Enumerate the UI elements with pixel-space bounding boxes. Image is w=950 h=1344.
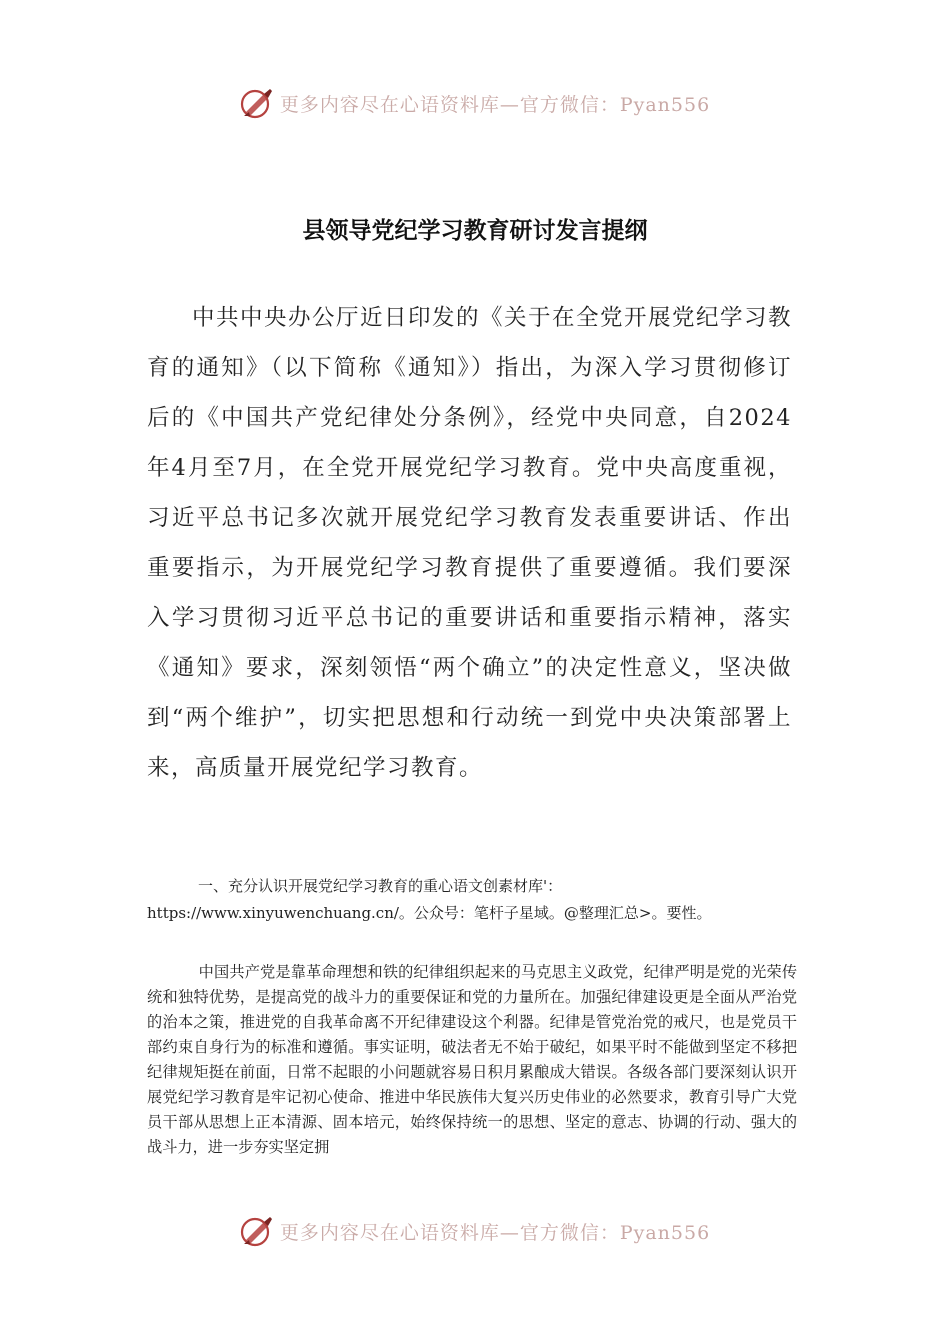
- body-paragraph: 中国共产党是靠革命理想和铁的纪律组织起来的马克思主义政党，纪律严明是党的光荣传统和独特优势，是提高党的战斗力的重要保证和党的力量所在。加强纪律建设更是全面从严治党的治本之策，推进党的自我革命离不开纪律建设这个利器。纪律是管党治党的戒尺，也是党员干部约束自身行为的标准和遵循。事实证明，破法者无不始于破纪，如果平时不能做到坚定不移把纪律规矩挺在前面，日常不起眼的小问题就容易日积月累酿成大错误。各级各部门要深刻认识开展党纪学习教育是牢记初心使命、推进中华民族伟大复兴历史伟业的必然要求，教育引导广大党员干部从思想上正本清源、固本培元，始终保持统一的思想、坚定的意志、协调的行动、强大的战斗力，进一步夯实坚定拥: [147, 963, 797, 1156]
- header-banner-text: 更多内容尽在心语资料库—官方微信：Pyan556: [279, 93, 711, 116]
- section-heading: 一、充分认识开展党纪学习教育的重心语文创素材库'：https://www.xinyuwenchuang.cn/。公众号：笔杆子星域。@整理汇总>。要性。: [147, 877, 712, 922]
- pen-logo-icon: [240, 86, 274, 120]
- document-title: 县领导党纪学习教育研讨发言提纲: [302, 217, 648, 244]
- footer-banner: [0, 1206, 950, 1256]
- header-banner: [0, 78, 950, 128]
- intro-paragraph: 中共中央办公厅近日印发的《关于在全党开展党纪学习教育的通知》（以下简称《通知》）指出，为深入学习贯彻修订后的《中国共产党纪律处分条例》，经党中央同意，自2024年4月至7月，在全党开展党纪学习教育。党中央高度重视，习近平总书记多次就开展党纪学习教育发表重要讲话、作出重要指示，为开展党纪学习教育提供了重要遵循。我们要深入学习贯彻习近平总书记的重要讲话和重要指示精神，落实《通知》要求，深刻领悟“两个确立”的决定性意义，坚决做到“两个维护”，切实把思想和行动统一到党中央决策部署上来，高质量开展党纪学习教育。: [147, 305, 793, 781]
- pen-logo-icon: [240, 1214, 274, 1248]
- footer-banner-text: 更多内容尽在心语资料库—官方微信：Pyan556: [279, 1221, 711, 1244]
